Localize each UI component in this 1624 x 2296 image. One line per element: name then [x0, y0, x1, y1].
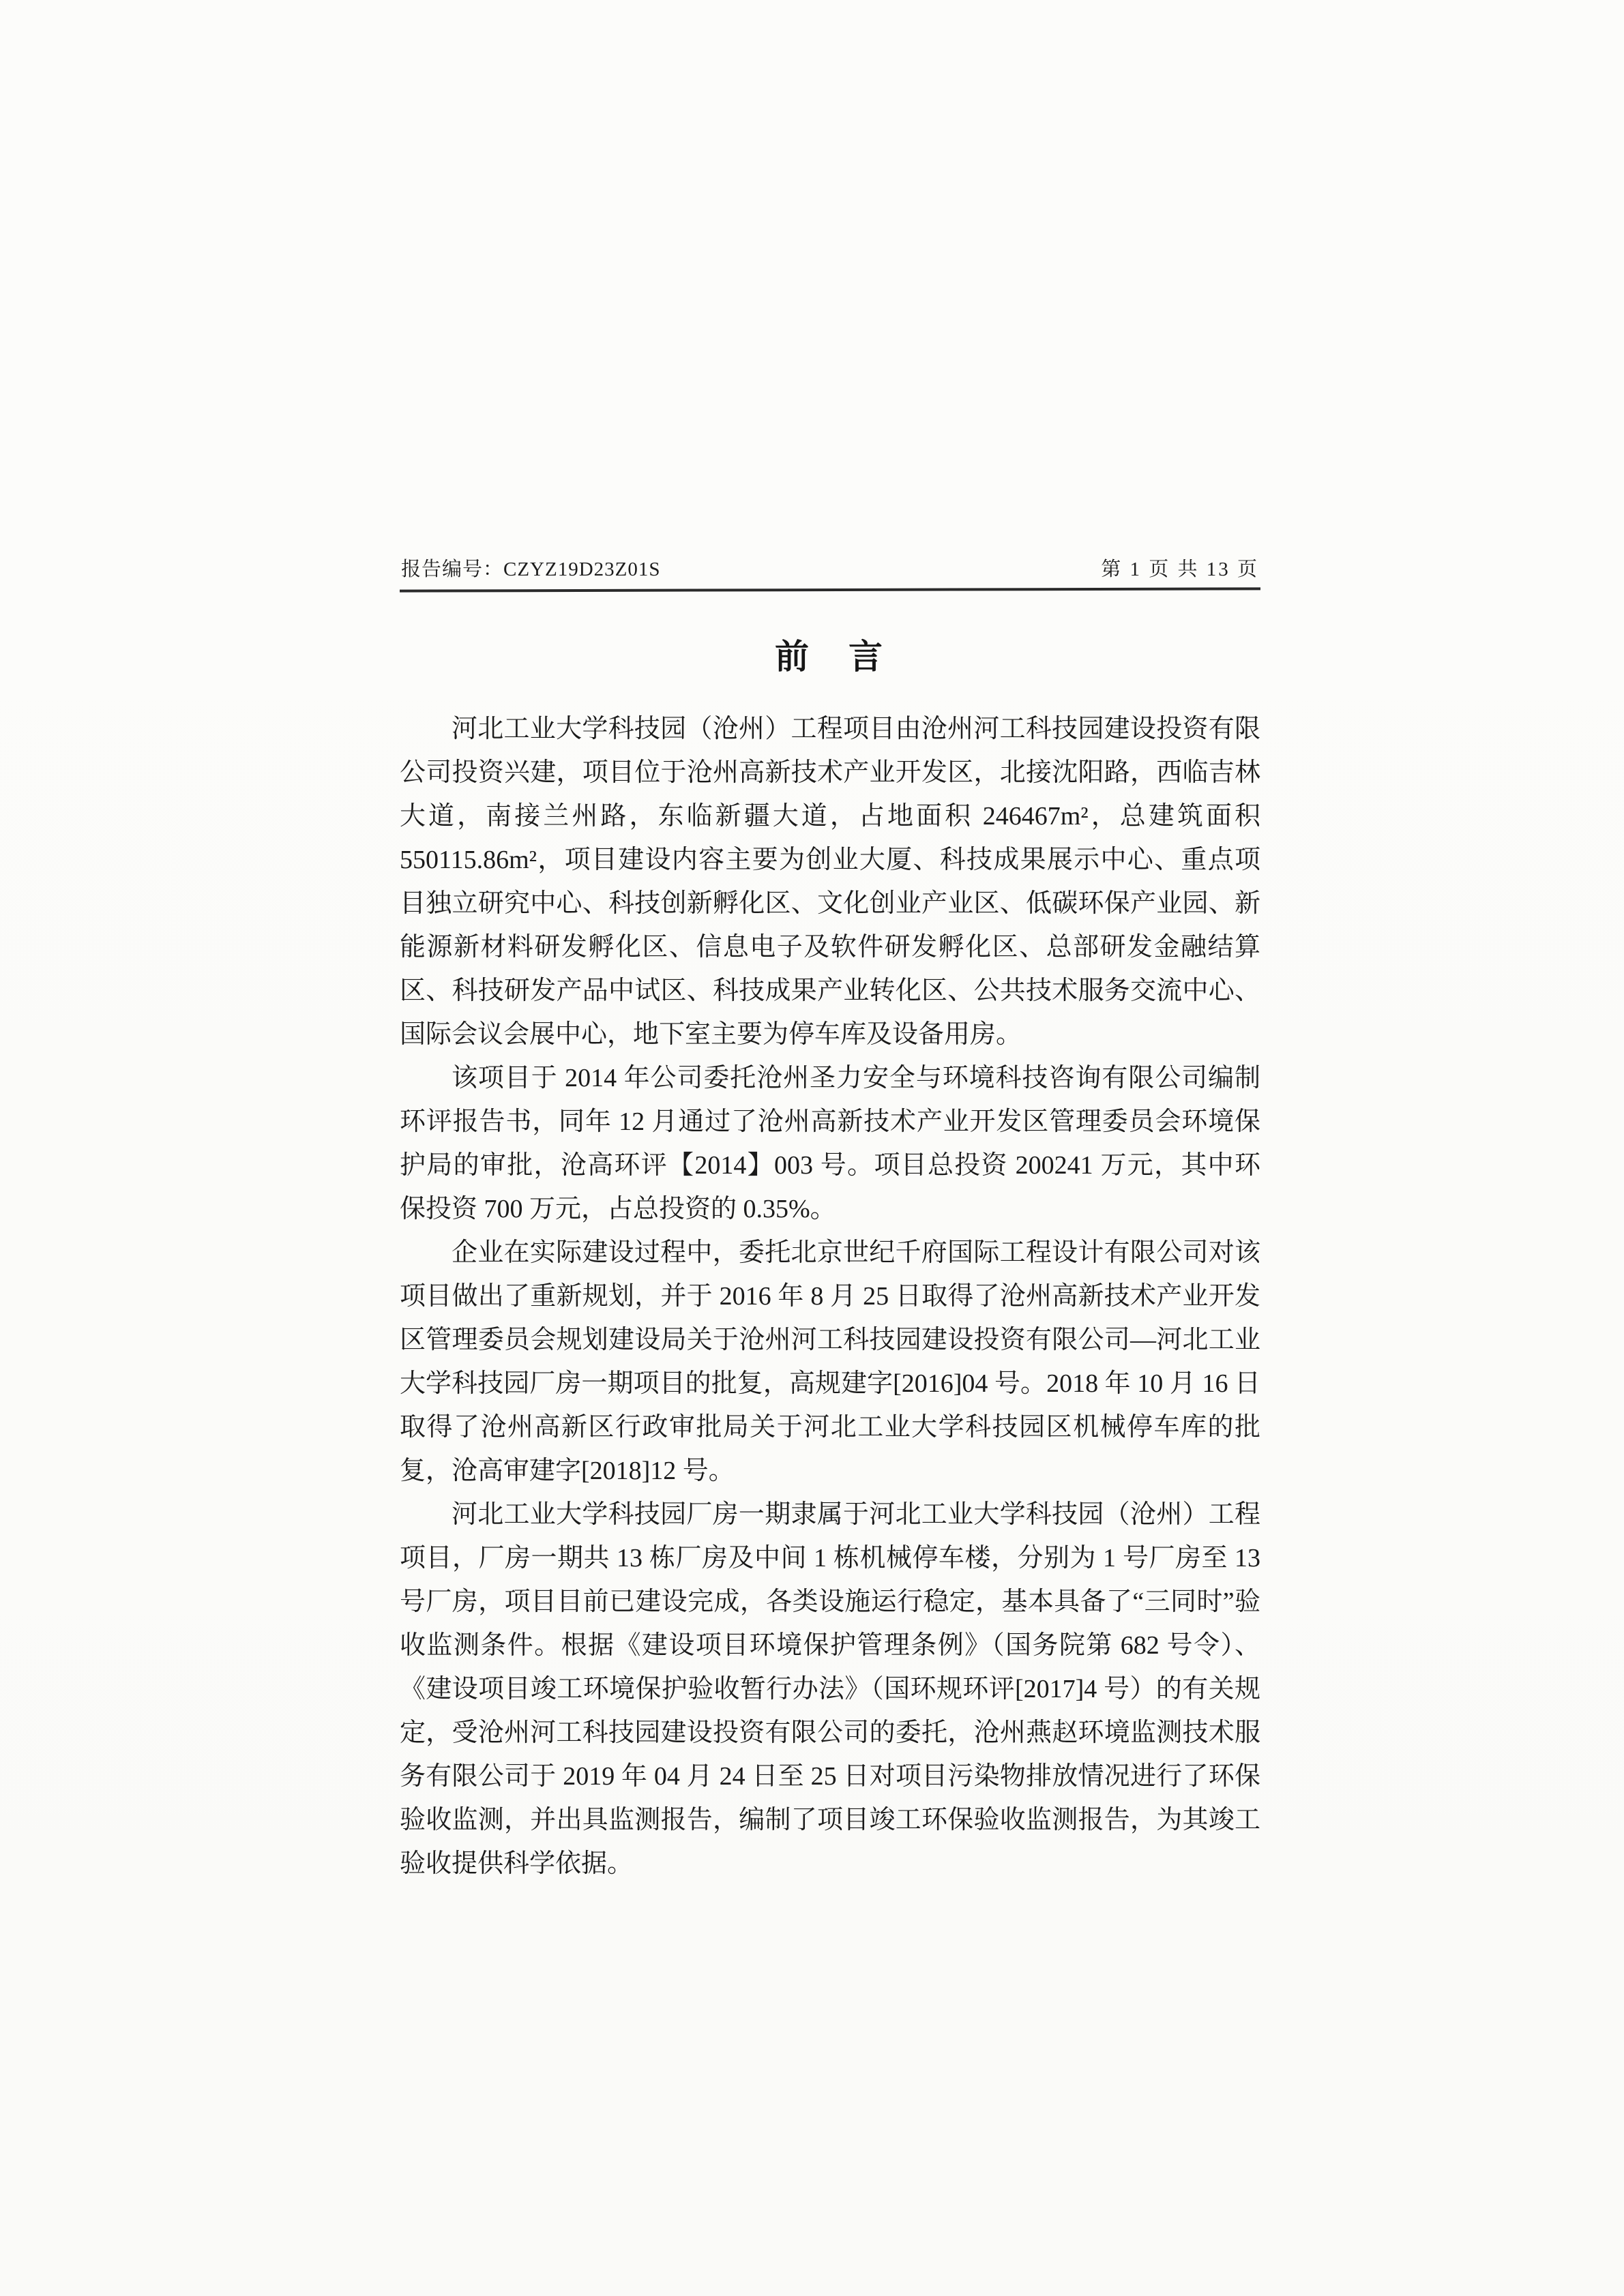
page-content: [400, 554, 1260, 1885]
page-title: 前 言: [775, 638, 885, 676]
paragraph-3: 企业在实际建设过程中，委托北京世纪千府国际工程设计有限公司对该项目做出了重新规划，并于 2016 年 8 月 25 日取得了沧州高新技术产业开发区管理委员会规划建设局关于沧州河工科技园建设投资有限公司—河北工业大学科技园厂房一期项目的批复，高规建字[2016]04 号。2018 年 10 月 16 日取得了沧州高新区行政审批局关于河北工业大学科技园区机械停车库的批复，沧高审建字[2018]12 号。: [400, 1238, 1260, 1485]
paragraph-1: 河北工业大学科技园（沧州）工程项目由沧州河工科技园建设投资有限公司投资兴建，项目位于沧州高新技术产业开发区，北接沈阳路，西临吉林大道，南接兰州路，东临新疆大道，占地面积 246467m²，总建筑面积 550115.86m²，项目建设内容主要为创业大厦、科技成果展示中心、重点项目独立研究中心、科技创新孵化区、文化创业产业区、低碳环保产业园、新能源新材料研发孵化区、信息电子及软件研发孵化区、总部研发金融结算区、科技研发产品中试区、科技成果产业转化区、公共技术服务交流中心、国际会议会展中心，地下室主要为停车库及设备用房。: [400, 715, 1260, 1049]
page-header: [400, 554, 1260, 588]
paragraph-4: 河北工业大学科技园厂房一期隶属于河北工业大学科技园（沧州）工程项目，厂房一期共 13 栋厂房及中间 1 栋机械停车楼，分别为 1 号厂房至 13 号厂房，项目目前已建设完成，各类设施运行稳定，基本具备了“三同时”验收监测条件。根据《建设项目环境保护管理条例》（国务院第 682 号令）、《建设项目竣工环境保护验收暂行办法》（国环规环评[2017]4 号）的有关规定，受沧州河工科技园建设投资有限公司的委托，沧州燕赵环境监测技术服务有限公司于 2019 年 04 月 24 日至 25 日对项目污染物排放情况进行了环保验收监测，并出具监测报告，编制了项目竣工环保验收监测报告，为其竣工验收提供科学依据。: [400, 1500, 1260, 1878]
paragraph-2: 该项目于 2014 年公司委托沧州圣力安全与环境科技咨询有限公司编制环评报告书，同年 12 月通过了沧州高新技术产业开发区管理委员会环境保护局的审批，沧高环评【2014】003 号。项目总投资 200241 万元，其中环保投资 700 万元，占总投资的 0.35%。: [400, 1064, 1260, 1223]
page-indicator: 第 1 页 共 13 页: [1101, 558, 1259, 580]
report-number: 报告编号：CZYZ19D23Z01S: [401, 558, 661, 580]
document-body: [400, 707, 1260, 1885]
